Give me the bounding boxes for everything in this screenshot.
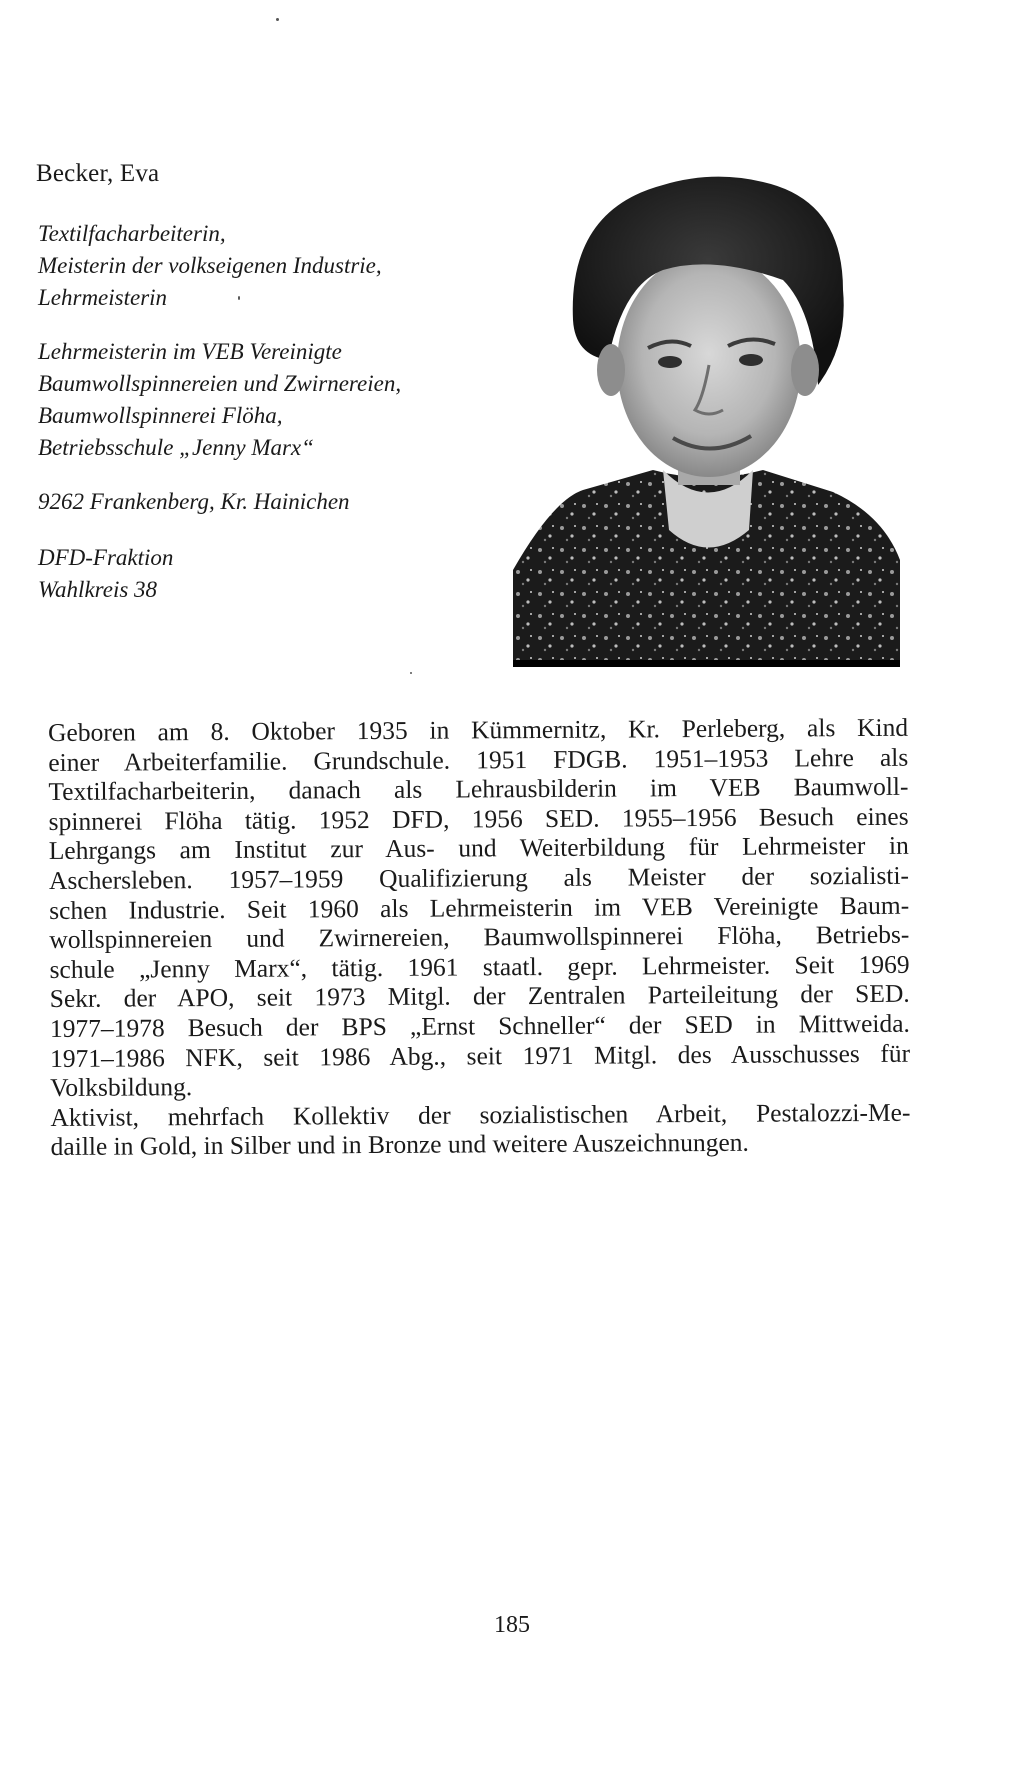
scan-speck bbox=[276, 18, 279, 21]
page-number: 185 bbox=[494, 1612, 530, 1638]
residence-block bbox=[38, 486, 508, 518]
residence-line: 9262 Frankenberg, Kr. Hainichen bbox=[38, 489, 350, 514]
entry-info bbox=[38, 218, 508, 628]
biography-line: schule „Jenny Marx“, tätig. 1961 staatl. gepr. Lehrmeister. Seit 1969 bbox=[49, 949, 910, 984]
constituency-line: Wahlkreis 38 bbox=[38, 577, 158, 602]
biography-line: Aktivist, mehrfach Kollektiv der sozialistischen Arbeit, Pestalozzi-Me- bbox=[50, 1097, 911, 1132]
biography-line: einer Arbeiterfamilie. Grundschule. 1951 FDGB. 1951–1953 Lehre als bbox=[48, 742, 909, 777]
workplace-line: Baumwollspinnereien und Zwirnereien, bbox=[38, 371, 402, 396]
biography-line: Aschersleben. 1957–1959 Qualifizierung als Meister der sozialisti- bbox=[48, 860, 910, 895]
biography-line: wollspinnereien und Zwirnereien, Baumwollspinnerei Flöha, Betriebs- bbox=[49, 919, 910, 955]
workplace-line: Lehrmeisterin im VEB Vereinigte bbox=[38, 339, 342, 364]
faction-line: DFD-Fraktion bbox=[38, 545, 174, 570]
workplace-block bbox=[38, 336, 508, 464]
entry-name: Becker, Eva bbox=[36, 160, 160, 187]
biography bbox=[48, 713, 911, 1162]
scan-speck bbox=[410, 672, 412, 674]
occupation-line: Meisterin der volkseigenen Industrie, bbox=[38, 253, 382, 278]
occupation-line: Textilfacharbeiterin, bbox=[38, 221, 226, 246]
biography-line: Geboren am 8. Oktober 1935 in Kümmernitz, Kr. Perleberg, als Kind bbox=[48, 712, 909, 747]
workplace-line: Baumwollspinnerei Flöha, bbox=[38, 403, 283, 428]
biography-line: daille in Gold, in Silber und in Bronze und weitere Auszeichnungen. bbox=[50, 1128, 749, 1162]
biography-line: 1977–1978 Besuch der BPS „Ernst Schneller“ der SED in Mittweida. bbox=[49, 1008, 910, 1043]
biography-line: Lehrgangs am Institut zur Aus- und Weiterbildung für Lehrmeister in bbox=[48, 831, 909, 866]
portrait-photo bbox=[513, 170, 900, 667]
biography-line: Textilfacharbeiterin, danach als Lehrausbilderin im VEB Baumwoll- bbox=[48, 771, 909, 807]
biography-line: Sekr. der APO, seit 1973 Mitgl. der Zentralen Parteileitung der SED. bbox=[49, 979, 910, 1014]
occupation-block bbox=[38, 218, 508, 314]
biography-line: schen Industrie. Seit 1960 als Lehrmeisterin im VEB Vereinigte Baum- bbox=[49, 890, 910, 925]
biography-line: 1971–1986 NFK, seit 1986 Abg., seit 1971 Mitgl. des Ausschusses für bbox=[49, 1038, 911, 1073]
biography-line: Volksbildung. bbox=[50, 1072, 193, 1103]
biography-line: spinnerei Flöha tätig. 1952 DFD, 1956 SED. 1955–1956 Besuch eines bbox=[48, 801, 909, 836]
occupation-line: Lehrmeisterin bbox=[38, 285, 168, 310]
faction-block bbox=[38, 542, 508, 606]
workplace-line: Betriebsschule „Jenny Marx“ bbox=[38, 435, 314, 460]
